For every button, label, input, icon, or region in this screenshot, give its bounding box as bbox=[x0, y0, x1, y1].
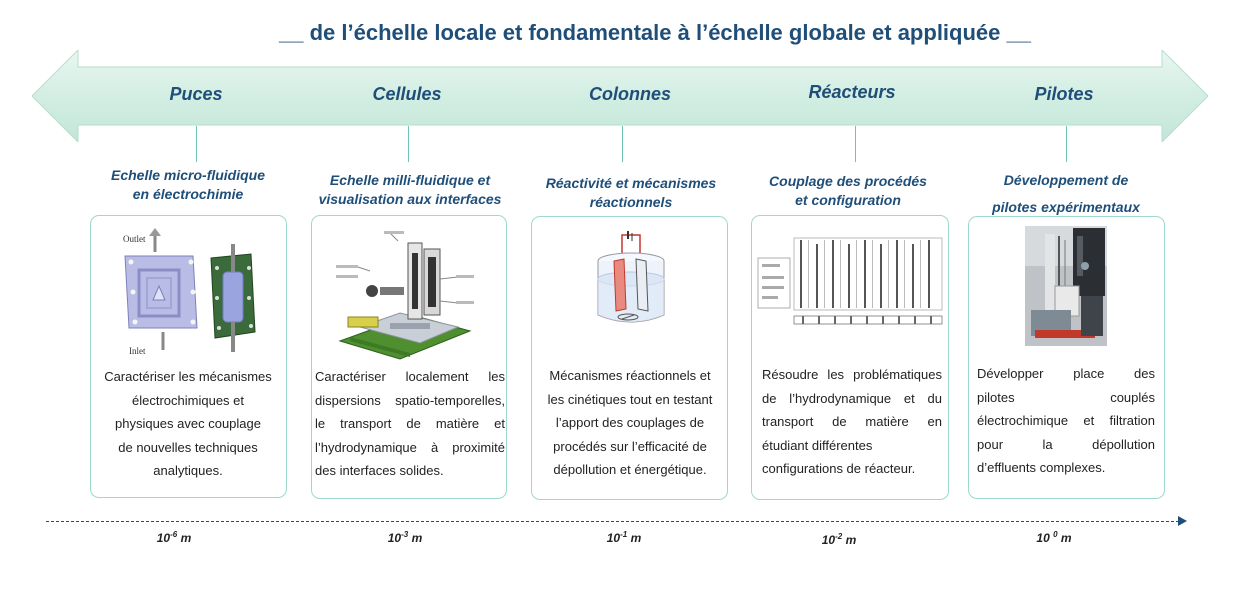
svg-text:Inlet: Inlet bbox=[129, 346, 146, 356]
column-title-milli-fluidique: Echelle milli-fluidique et visualisation aux interfaces bbox=[318, 172, 502, 207]
connector-line bbox=[622, 126, 623, 162]
card-reacteurs bbox=[751, 215, 949, 500]
card-cellules bbox=[311, 215, 507, 499]
card-pilotes bbox=[968, 216, 1165, 499]
pilot-plant-photo bbox=[1025, 226, 1107, 346]
connector-line bbox=[408, 126, 409, 162]
reactor-configuration-diagram bbox=[754, 230, 946, 328]
axis-arrowhead bbox=[1178, 516, 1187, 526]
electrochemical-beaker-illustration bbox=[594, 229, 668, 333]
scale-label-puces: Puces bbox=[169, 84, 223, 104]
card-text: Résoudre les problématiques de l’hydrodynamique et du transport de matière en étudiant différentes configurations de réacteur. bbox=[762, 367, 942, 476]
card-colonnes bbox=[531, 216, 728, 500]
column-title-couplage: Couplage des procédés et configuration bbox=[769, 173, 927, 208]
column-title-micro-fluidique: Echelle micro-fluidique en électrochimie bbox=[110, 167, 266, 202]
card-text: Mécanismes réactionnels et les cinétiques tout en testant l’apport des couplages de procédés sur l’efficacité de dépollution et énergétique. bbox=[547, 368, 713, 477]
scale-label-reacteurs: Réacteurs bbox=[808, 82, 896, 102]
card-text: Développer place des pilotes couplés électrochimique et filtration pour la dépollution d’effluents complexes. bbox=[977, 366, 1155, 475]
column-title-reactivite: Réactivité et mécanismes réactionnels bbox=[545, 175, 717, 210]
scale-label-cellules: Cellules bbox=[372, 84, 442, 104]
axis-tick-label: $10^{-2}$ m bbox=[821, 532, 857, 547]
card-puces bbox=[90, 215, 287, 498]
axis-tick-label: $10^{-1}$ m bbox=[606, 530, 642, 545]
page-title: __ de l’échelle locale et fondamentale à l’échelle globale et appliquée __ bbox=[279, 20, 1031, 45]
connector-line bbox=[196, 126, 197, 162]
scale-axis bbox=[46, 521, 1184, 522]
column-title-developpement: Développement de pilotes expérimentaux bbox=[992, 172, 1140, 215]
millifluidic-cell-setup-illustration bbox=[330, 231, 480, 361]
connector-line bbox=[1066, 126, 1067, 162]
microfluidic-chip-illustration bbox=[111, 228, 261, 356]
card-text: Caractériser les mécanismes électrochimiques et physiques avec couplage de nouvelles techniques analytiques. bbox=[104, 369, 272, 478]
axis-tick-label: $10^{-3}$ m bbox=[387, 530, 423, 545]
axis-tick-label: $10^{-6}$ m bbox=[156, 530, 192, 545]
scale-label-colonnes: Colonnes bbox=[588, 84, 672, 104]
scale-label-pilotes: Pilotes bbox=[1034, 84, 1094, 104]
card-text: Caractériser localement les dispersions spatio-temporelles, le transport de matière et l’hydrodynamique à proximité des interfaces solides. bbox=[315, 369, 505, 478]
connector-line bbox=[855, 126, 856, 162]
svg-text:Outlet: Outlet bbox=[123, 234, 146, 244]
axis-tick-label: 10 $^0$ m bbox=[1036, 530, 1072, 545]
